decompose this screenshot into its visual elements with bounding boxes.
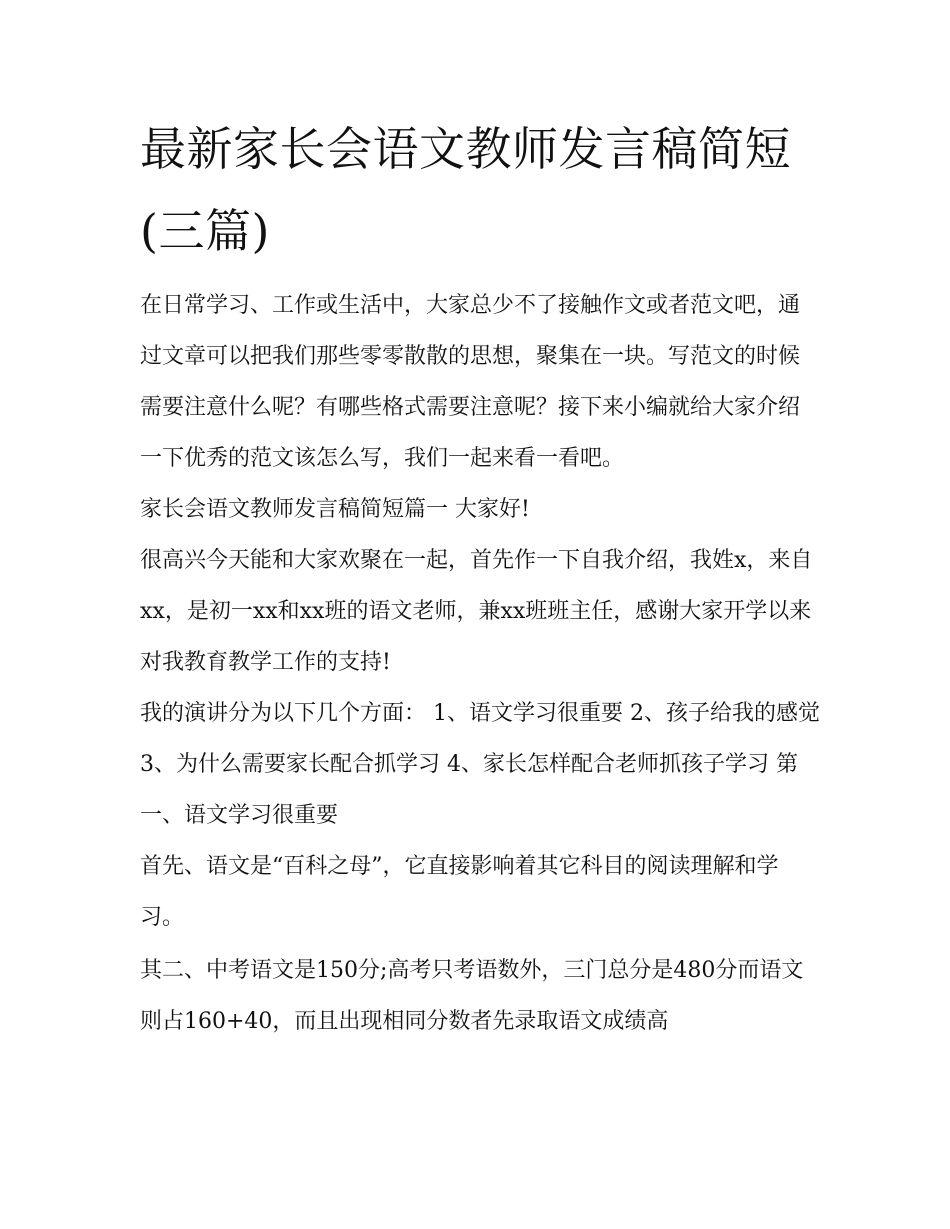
self-introduction-paragraph: 很高兴今天能和大家欢聚在一起，首先作一下自我介绍，我姓x，来自xx，是初一xx和xx班的语文老师，兼xx班班主任，感谢大家开学以来对我教育教学工作的支持! [140,548,813,675]
body-paragraph: 首先、语文是“百科之母”，它直接影响着其它科目的阅读理解和学习。 [140,854,779,930]
document-title: 最新家长会语文教师发言稿简短(三篇) [140,122,791,258]
document-body [140,280,820,1047]
intro-paragraph: 在日常学习、工作或生活中，大家总少不了接触作文或者范文吧，通过文章可以把我们那些零零散散的思想，聚集在一块。写范文的时候需要注意什么呢？有哪些格式需要注意呢？接下来小编就给大家介绍一下优秀的范文该怎么写，我们一起来看一看吧。 [140,293,801,471]
body-paragraph: 其二、中考语文是150分;高考只考语数外，三门总分是480分而语文则占160+40，而且出现相同分数者先录取语文成绩高 [140,958,804,1034]
document-content [140,108,820,1047]
outline-paragraph: 我的演讲分为以下几个方面： 1、语文学习很重要 2、孩子给我的感觉 3、为什么需要家长配合抓学习 4、家长怎样配合老师抓孩子学习 第一、语文学习很重要 [140,701,820,828]
section-heading: 家长会语文教师发言稿简短篇一 大家好! [140,497,530,522]
